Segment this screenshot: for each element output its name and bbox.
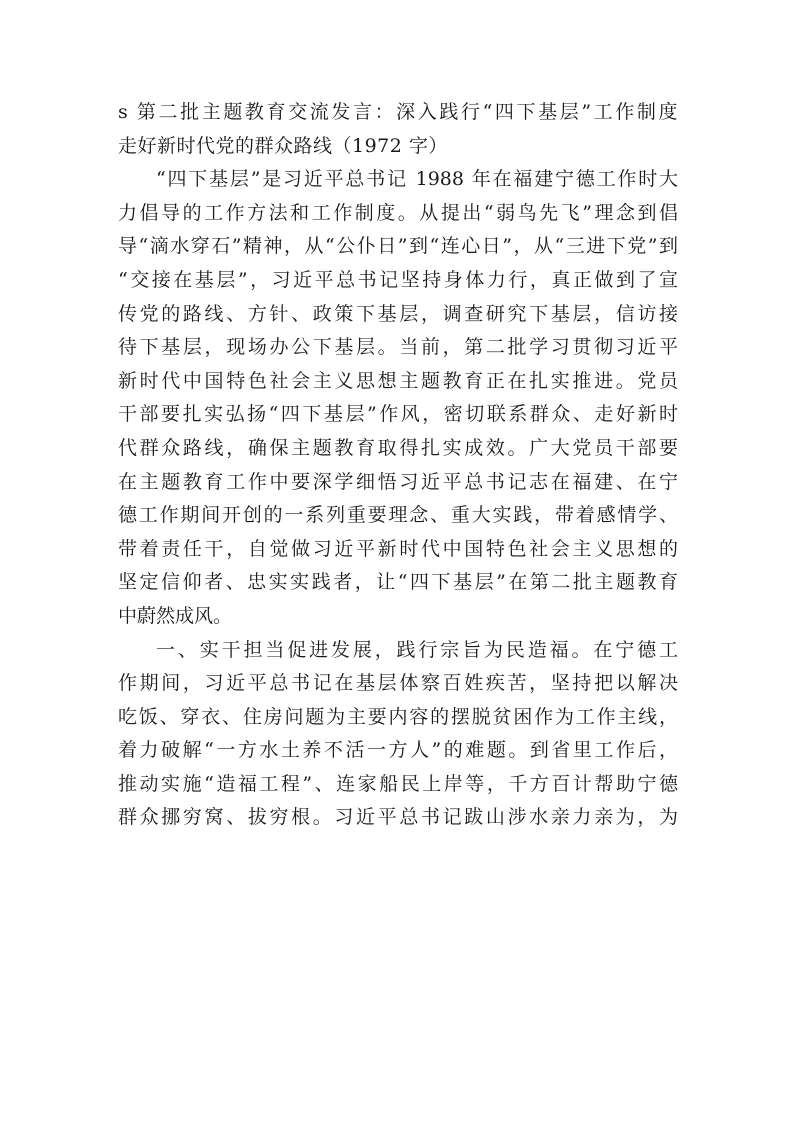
document-title [118, 96, 678, 163]
paragraph-line: 待下基层，现场办公下基层。当前，第二批学习贯彻习近平 [118, 336, 678, 359]
paragraph-intro [118, 163, 678, 633]
document-body [118, 96, 678, 835]
paragraph-line: 吃饭、穿衣、住房问题为主要内容的摆脱贫困作为工作主线， [118, 705, 678, 728]
paragraph-line: 带着责任干，自觉做习近平新时代中国特色社会主义思想的 [118, 537, 678, 560]
paragraph-line: 新时代中国特色社会主义思想主题教育正在扎实推进。党员 [118, 369, 678, 392]
paragraph-line: 作期间，习近平总书记在基层体察百姓疾苦，坚持把以解决 [118, 672, 678, 695]
paragraph-section-one [118, 634, 678, 836]
paragraph-line: 推动实施“造福工程”、连家船民上岸等，千方百计帮助宁德 [118, 772, 678, 795]
paragraph-line: 中蔚然成风。 [118, 604, 233, 627]
paragraph-line: “交接在基层”，习近平总书记坚持身体力行，真正做到了宣 [118, 268, 678, 291]
paragraph-line: 着力破解“一方水土养不活一方人”的难题。到省里工作后， [118, 739, 678, 762]
paragraph-line: 一、实干担当促进发展，践行宗旨为民造福。在宁德工 [156, 638, 678, 661]
paragraph-line: 在主题教育工作中要深学细悟习近平总书记志在福建、在宁 [118, 470, 678, 493]
paragraph-line: 代群众路线，确保主题教育取得扎实成效。广大党员干部要 [118, 436, 678, 459]
paragraph-line: 导“滴水穿石”精神，从“公仆日”到“连心日”，从“三进下党”到 [118, 235, 678, 258]
paragraph-line: 德工作期间开创的一系列重要理念、重大实践，带着感情学、 [118, 504, 678, 527]
paragraph-line: 群众挪穷窝、拔穷根。习近平总书记跋山涉水亲力亲为，为 [118, 806, 678, 829]
paragraph-line: 坚定信仰者、忠实实践者，让“四下基层”在第二批主题教育 [118, 571, 678, 594]
paragraph-line: 干部要扎实弘扬“四下基层”作风，密切联系群众、走好新时 [118, 403, 678, 426]
paragraph-line: 力倡导的工作方法和工作制度。从提出“弱鸟先飞”理念到倡 [118, 201, 678, 224]
paragraph-line: “四下基层”是习近平总书记 1988 年在福建宁德工作时大 [156, 168, 678, 191]
title-line: 走好新时代党的群众路线（1972 字） [118, 134, 448, 157]
paragraph-line: 传党的路线、方针、政策下基层，调查研究下基层，信访接 [118, 302, 678, 325]
title-line: s 第二批主题教育交流发言：深入践行“四下基层”工作制度 [118, 101, 678, 123]
